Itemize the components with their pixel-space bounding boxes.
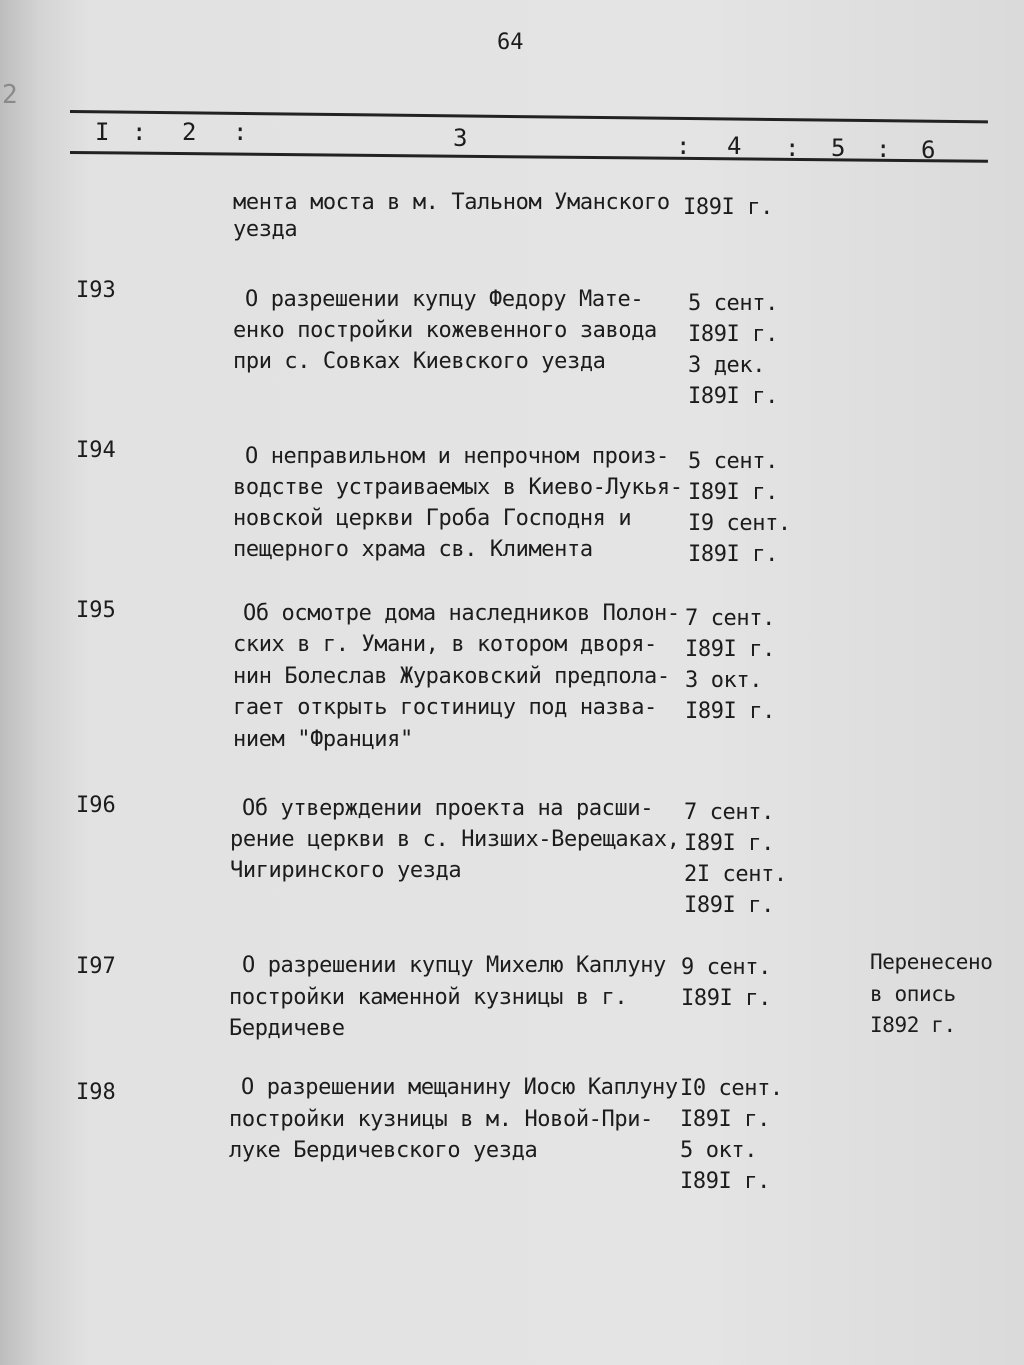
entry-date-line: 5 окт.	[680, 1138, 758, 1163]
entry-number: I95	[76, 598, 116, 623]
entry-date-line: I89I г.	[681, 986, 771, 1011]
header-sep-1: :	[132, 118, 147, 146]
entry-desc-line: О неправильном и непрочном произ-	[245, 444, 669, 469]
entry-date-line: 3 дек.	[688, 353, 766, 378]
entry-date-line: 3 окт.	[685, 668, 763, 693]
entry-desc-line: Бердичеве	[229, 1016, 345, 1041]
header-col-2: 2	[182, 118, 197, 146]
entry-desc-line: нием "Франция"	[233, 727, 413, 752]
entry-desc-line: нин Болеслав Жураковский предпола-	[233, 664, 670, 689]
entry-desc-line: Чигиринского уезда	[230, 858, 462, 883]
entry-desc-line: енко постройки кожевенного завода	[233, 318, 657, 343]
continuation-desc-line: мента моста в м. Тальном Уманского	[233, 190, 670, 215]
header-col-4: 4	[727, 132, 742, 160]
entry-date-line: I0 сент.	[680, 1076, 783, 1101]
entry-desc-line: Об осмотре дома наследников Полон-	[243, 601, 680, 626]
entry-date-line: I89I г.	[680, 1169, 770, 1194]
entry-number: I93	[76, 278, 116, 303]
left-page-edge	[0, 70, 60, 130]
entry-desc-line: ских в г. Умани, в котором дворя-	[233, 632, 657, 657]
entry-desc-line: гает открыть гостиницу под назва-	[233, 695, 657, 720]
entry-date-line: I89I г.	[685, 699, 775, 724]
entry-date-line: 7 сент.	[684, 800, 774, 825]
entry-date-line: I89I г.	[688, 480, 778, 505]
entry-desc-line: О разрешении купцу Михелю Каплуну	[242, 953, 666, 978]
entry-date-line: I89I г.	[684, 893, 774, 918]
entry-number: I96	[76, 793, 116, 818]
entry-date-line: 7 сент.	[685, 606, 775, 631]
entry-date-line: 2I сент.	[684, 862, 787, 887]
entry-desc-line: постройки кузницы в м. Новой-При-	[229, 1107, 653, 1132]
entry-desc-line: рение церкви в с. Низших-Верещаках,	[230, 827, 680, 852]
entry-desc-line: Об утверждении проекта на расши-	[242, 796, 654, 821]
entry-number: I94	[76, 438, 116, 463]
entry-date-line: 5 сент.	[688, 449, 778, 474]
entry-date-line: I89I г.	[680, 1107, 770, 1132]
entry-date-line: I9 сент.	[688, 511, 791, 536]
entry-date-line: I89I г.	[688, 542, 778, 567]
continuation-date-line: I89I г.	[683, 195, 773, 220]
entry-date-line: 5 сент.	[688, 291, 778, 316]
header-col-6: 6	[921, 136, 936, 164]
entry-note-line: в опись	[870, 982, 956, 1006]
left-edge-mark: 2	[2, 80, 18, 110]
entry-desc-line: постройки каменной кузницы в г.	[229, 985, 628, 1010]
page-number: 64	[497, 30, 524, 55]
header-sep-5: :	[876, 135, 891, 163]
entry-date-line: I89I г.	[684, 831, 774, 856]
entry-desc-line: пещерного храма св. Климента	[233, 537, 593, 562]
entry-date-line: I89I г.	[685, 637, 775, 662]
entry-date-line: I89I г.	[688, 384, 778, 409]
entry-desc-line: новской церкви Гроба Господня и	[233, 506, 632, 531]
entry-number: I98	[76, 1080, 116, 1105]
entry-note-line: I892 г.	[870, 1013, 956, 1037]
header-col-3: 3	[453, 124, 468, 152]
entry-note-line: Перенесено	[870, 950, 993, 974]
header-sep-4: :	[785, 134, 800, 162]
entry-desc-line: водстве устраиваемых в Киево-Лукья-	[233, 475, 683, 500]
entry-date-line: 9 сент.	[681, 955, 771, 980]
entry-desc-line: луке Бердичевского уезда	[229, 1138, 538, 1163]
entry-desc-line: при с. Совках Киевского уезда	[233, 349, 606, 374]
entry-number: I97	[76, 954, 116, 979]
entry-date-line: I89I г.	[688, 322, 778, 347]
continuation-desc-line: уезда	[233, 217, 298, 242]
header-col-1: I	[95, 118, 110, 146]
entry-desc-line: О разрешении купцу Федору Мате-	[245, 287, 644, 312]
entry-desc-line: О разрешении мещанину Иосю Каплуну	[241, 1075, 678, 1100]
header-sep-3: :	[676, 132, 691, 160]
header-col-5: 5	[831, 134, 846, 162]
header-sep-2: :	[233, 118, 248, 146]
